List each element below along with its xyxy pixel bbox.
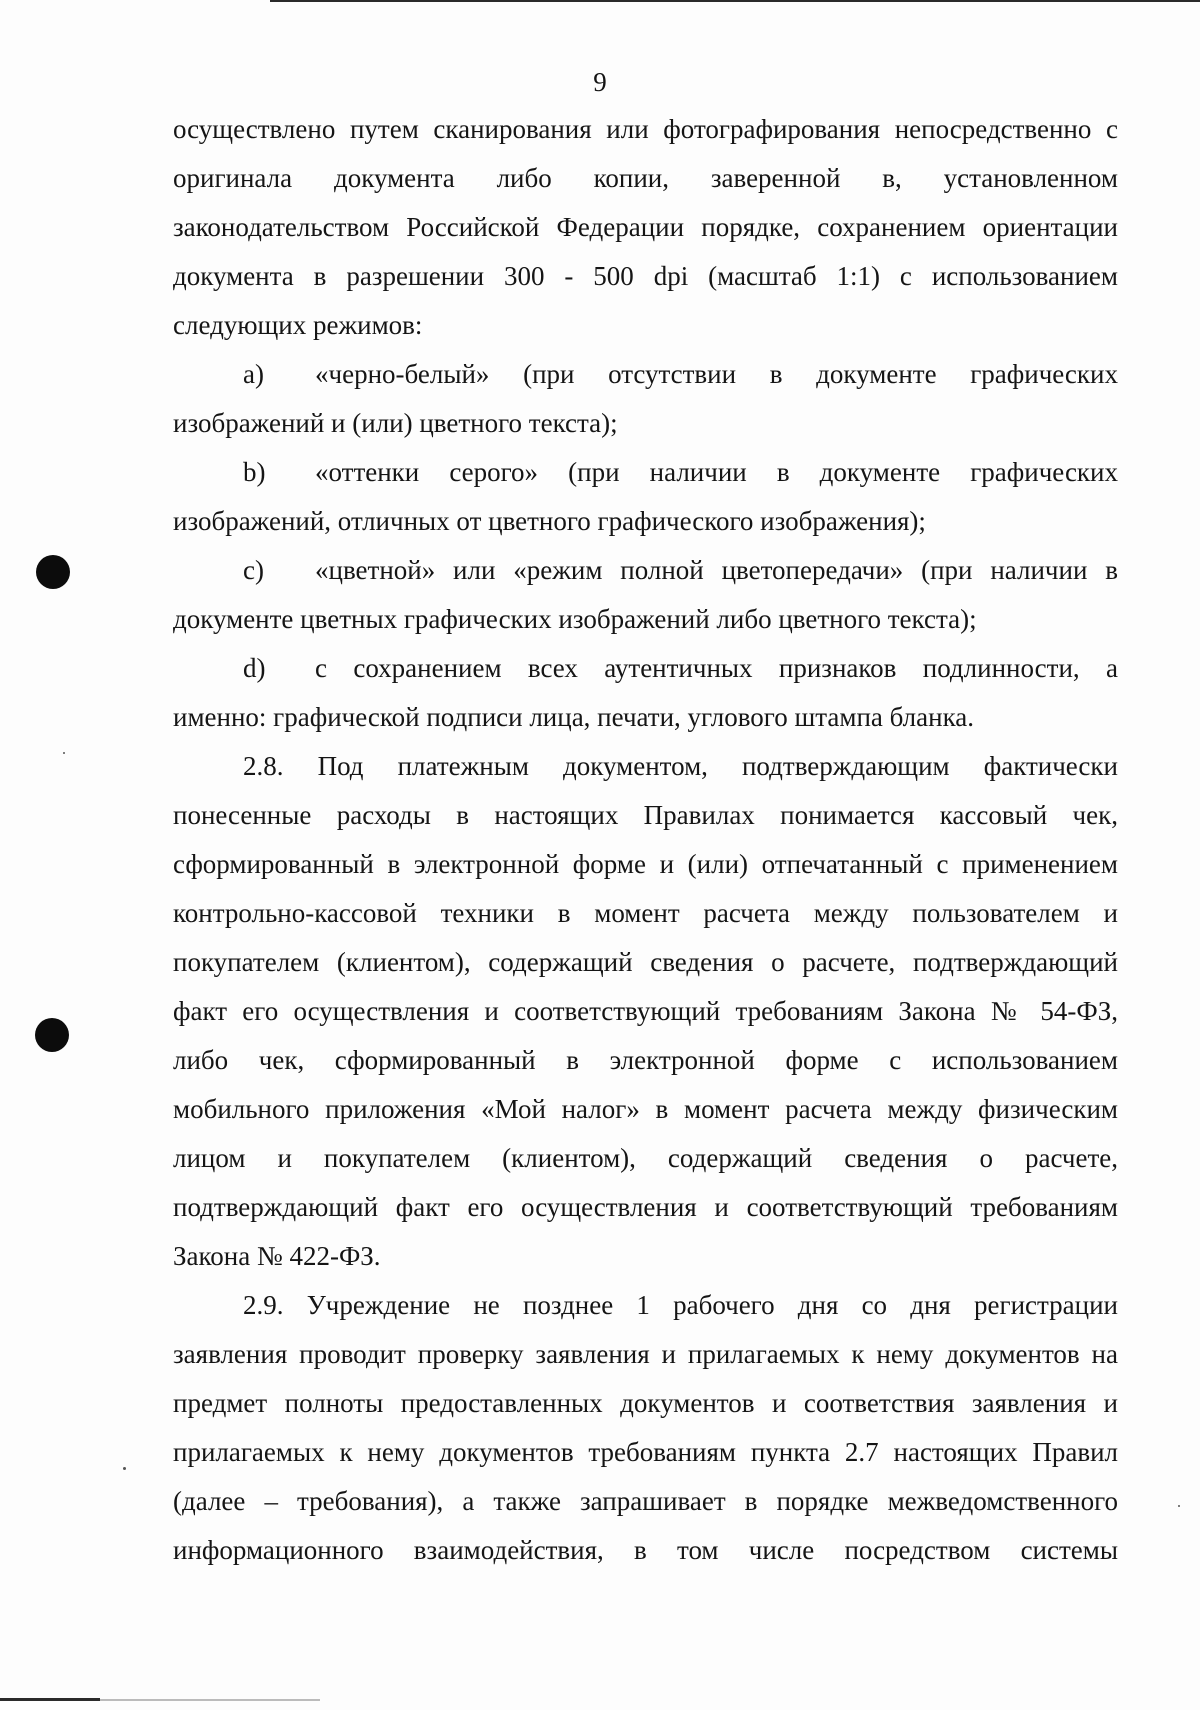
text-line: покупателем (клиентом), содержащий сведения о расчете, подтверждающий xyxy=(173,947,1118,977)
text-line: изображений, отличных от цветного графического изображения); xyxy=(173,506,926,536)
text-line: осуществлено путем сканирования или фотографирования непосредственно с xyxy=(173,114,1118,144)
text-line: факт его осуществления и соответствующий требованиям Закона № 54-ФЗ, xyxy=(173,996,1118,1026)
list-text: «черно-белый» (при отсутствии в документе графических xyxy=(315,359,1118,389)
list-text: «оттенки серого» (при наличии в документе графических xyxy=(315,457,1118,487)
list-text: «цветной» или «режим полной цветопередачи» (при наличии в xyxy=(315,555,1118,585)
text-line: именно: графической подписи лица, печати, углового штампа бланка. xyxy=(173,702,975,732)
list-item-c xyxy=(173,546,1118,595)
text-line: сформированный в электронной форме и (или) отпечатанный с применением xyxy=(173,849,1118,879)
text-line: изображений и (или) цветного текста); xyxy=(173,408,618,438)
punch-hole-top xyxy=(36,555,70,589)
list-item-b xyxy=(173,448,1118,497)
punch-hole-bottom xyxy=(35,1018,69,1052)
text-line: (далее – требования), а также запрашивает в порядке межведомственного xyxy=(173,1486,1118,1516)
text-line: контрольно-кассовой техники в момент расчета между пользователем и xyxy=(173,898,1118,928)
list-marker: d) xyxy=(243,653,266,683)
text-line: заявления проводит проверку заявления и прилагаемых к нему документов на xyxy=(173,1339,1118,1369)
list-text: с сохранением всех аутентичных признаков подлинности, а xyxy=(315,653,1118,683)
list-marker: b) xyxy=(243,457,266,487)
text-line: информационного взаимодействия, в том числе посредством системы xyxy=(173,1535,1118,1565)
document-body xyxy=(173,105,1118,1575)
paragraph-2-8-first-line: 2.8. Под платежным документом, подтверждающим фактически xyxy=(243,751,1118,781)
text-line: мобильного приложения «Мой налог» в момент расчета между физическим xyxy=(173,1094,1118,1124)
bottom-scan-edge xyxy=(0,1698,100,1701)
text-line: лицом и покупателем (клиентом), содержащий сведения о расчете, xyxy=(173,1143,1118,1173)
text-line: оригинала документа либо копии, заверенной в, установленном xyxy=(173,163,1118,193)
list-item-a xyxy=(173,350,1118,399)
scan-speck xyxy=(1178,1505,1180,1507)
page-number: 9 xyxy=(593,67,607,97)
list-item-d xyxy=(173,644,1118,693)
scan-speck xyxy=(63,752,65,754)
text-line: документа в разрешении 300 - 500 dpi (масштаб 1:1) с использованием xyxy=(173,261,1118,291)
text-line: либо чек, сформированный в электронной форме с использованием xyxy=(173,1045,1118,1075)
text-line: документе цветных графических изображений либо цветного текста); xyxy=(173,604,977,634)
text-line: понесенные расходы в настоящих Правилах понимается кассовый чек, xyxy=(173,800,1118,830)
text-line: прилагаемых к нему документов требованиям пункта 2.7 настоящих Правил xyxy=(173,1437,1118,1467)
text-line: следующих режимов: xyxy=(173,310,423,340)
text-line: предмет полноты предоставленных документов и соответствия заявления и xyxy=(173,1388,1118,1418)
bottom-scan-edge-faint xyxy=(100,1699,320,1701)
text-line: Закона № 422-ФЗ. xyxy=(173,1241,381,1271)
top-scan-edge xyxy=(270,0,1200,2)
list-marker: a) xyxy=(243,359,264,389)
text-line: подтверждающий факт его осуществления и соответствующий требованиям xyxy=(173,1192,1118,1222)
text-line: законодательством Российской Федерации порядке, сохранением ориентации xyxy=(173,212,1118,242)
paragraph-2-9-first-line: 2.9. Учреждение не позднее 1 рабочего дня со дня регистрации xyxy=(243,1290,1118,1320)
list-marker: c) xyxy=(243,555,264,585)
scan-speck xyxy=(123,1467,126,1470)
